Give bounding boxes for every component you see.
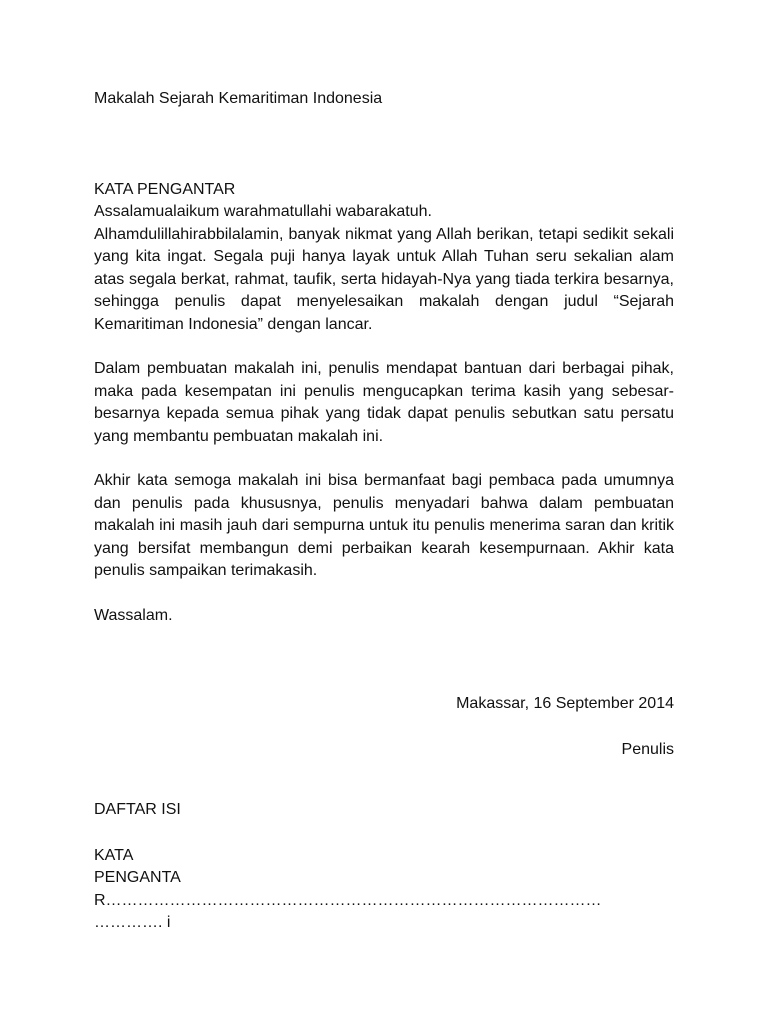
document-page	[94, 88, 674, 935]
toc-entry-line: …………. i	[94, 914, 171, 931]
preface-paragraph: Alhamdulillahirabbilalamin, banyak nikmat yang Allah berikan, tetapi sedikit sekali yang kita ingat. Segala puji hanya layak untuk Allah Tuhan seru sekalian alam atas segala berkat, rahmat, taufik, serta hidayah-Nya yang tiada terkira besarnya, sehingga penulis dapat menyelesaikan makalah dengan judul “Sejarah Kemaritiman Indonesia” dengan lancar.	[94, 225, 674, 333]
author-signature: Penulis	[621, 740, 674, 758]
table-of-contents	[94, 845, 674, 935]
preface-paragraph: Akhir kata semoga makalah ini bisa bermanfaat bagi pembaca pada umumnya dan penulis pada khususnya, penulis menyadari bahwa dalam pembuatan makalah ini masih jauh dari sempurna untuk itu penulis menerima saran dan kritik yang bersifat membangun demi perbaikan kearah kesempurnaan. Akhir kata penulis sampaikan terimakasih.	[94, 472, 674, 579]
document-title: Makalah Sejarah Kemaritiman Indonesia	[94, 90, 383, 107]
preface-heading: KATA PENGANTAR	[94, 180, 236, 198]
place-date: Makassar, 16 September 2014	[456, 695, 674, 712]
toc-entry-line: PENGANTAR…………………………………………………………………………………	[94, 869, 602, 909]
toc-heading: DAFTAR ISI	[94, 801, 181, 818]
preface-greeting: Assalamualaikum warahmatullahi wabarakatuh.	[94, 203, 432, 220]
preface-paragraph: Dalam pembuatan makalah ini, penulis mendapat bantuan dari berbagai pihak, maka pada kesempatan ini penulis mengucapkan terima kasih yang sebesar-besarnya kepada semua pihak yang tidak dapat penulis sebutkan satu persatu yang membantu pembuatan makalah ini.	[94, 360, 674, 445]
preface-closing: Wassalam.	[94, 606, 173, 624]
toc-entry-line: KATA	[94, 846, 134, 864]
toc-entry[interactable]	[94, 845, 674, 935]
